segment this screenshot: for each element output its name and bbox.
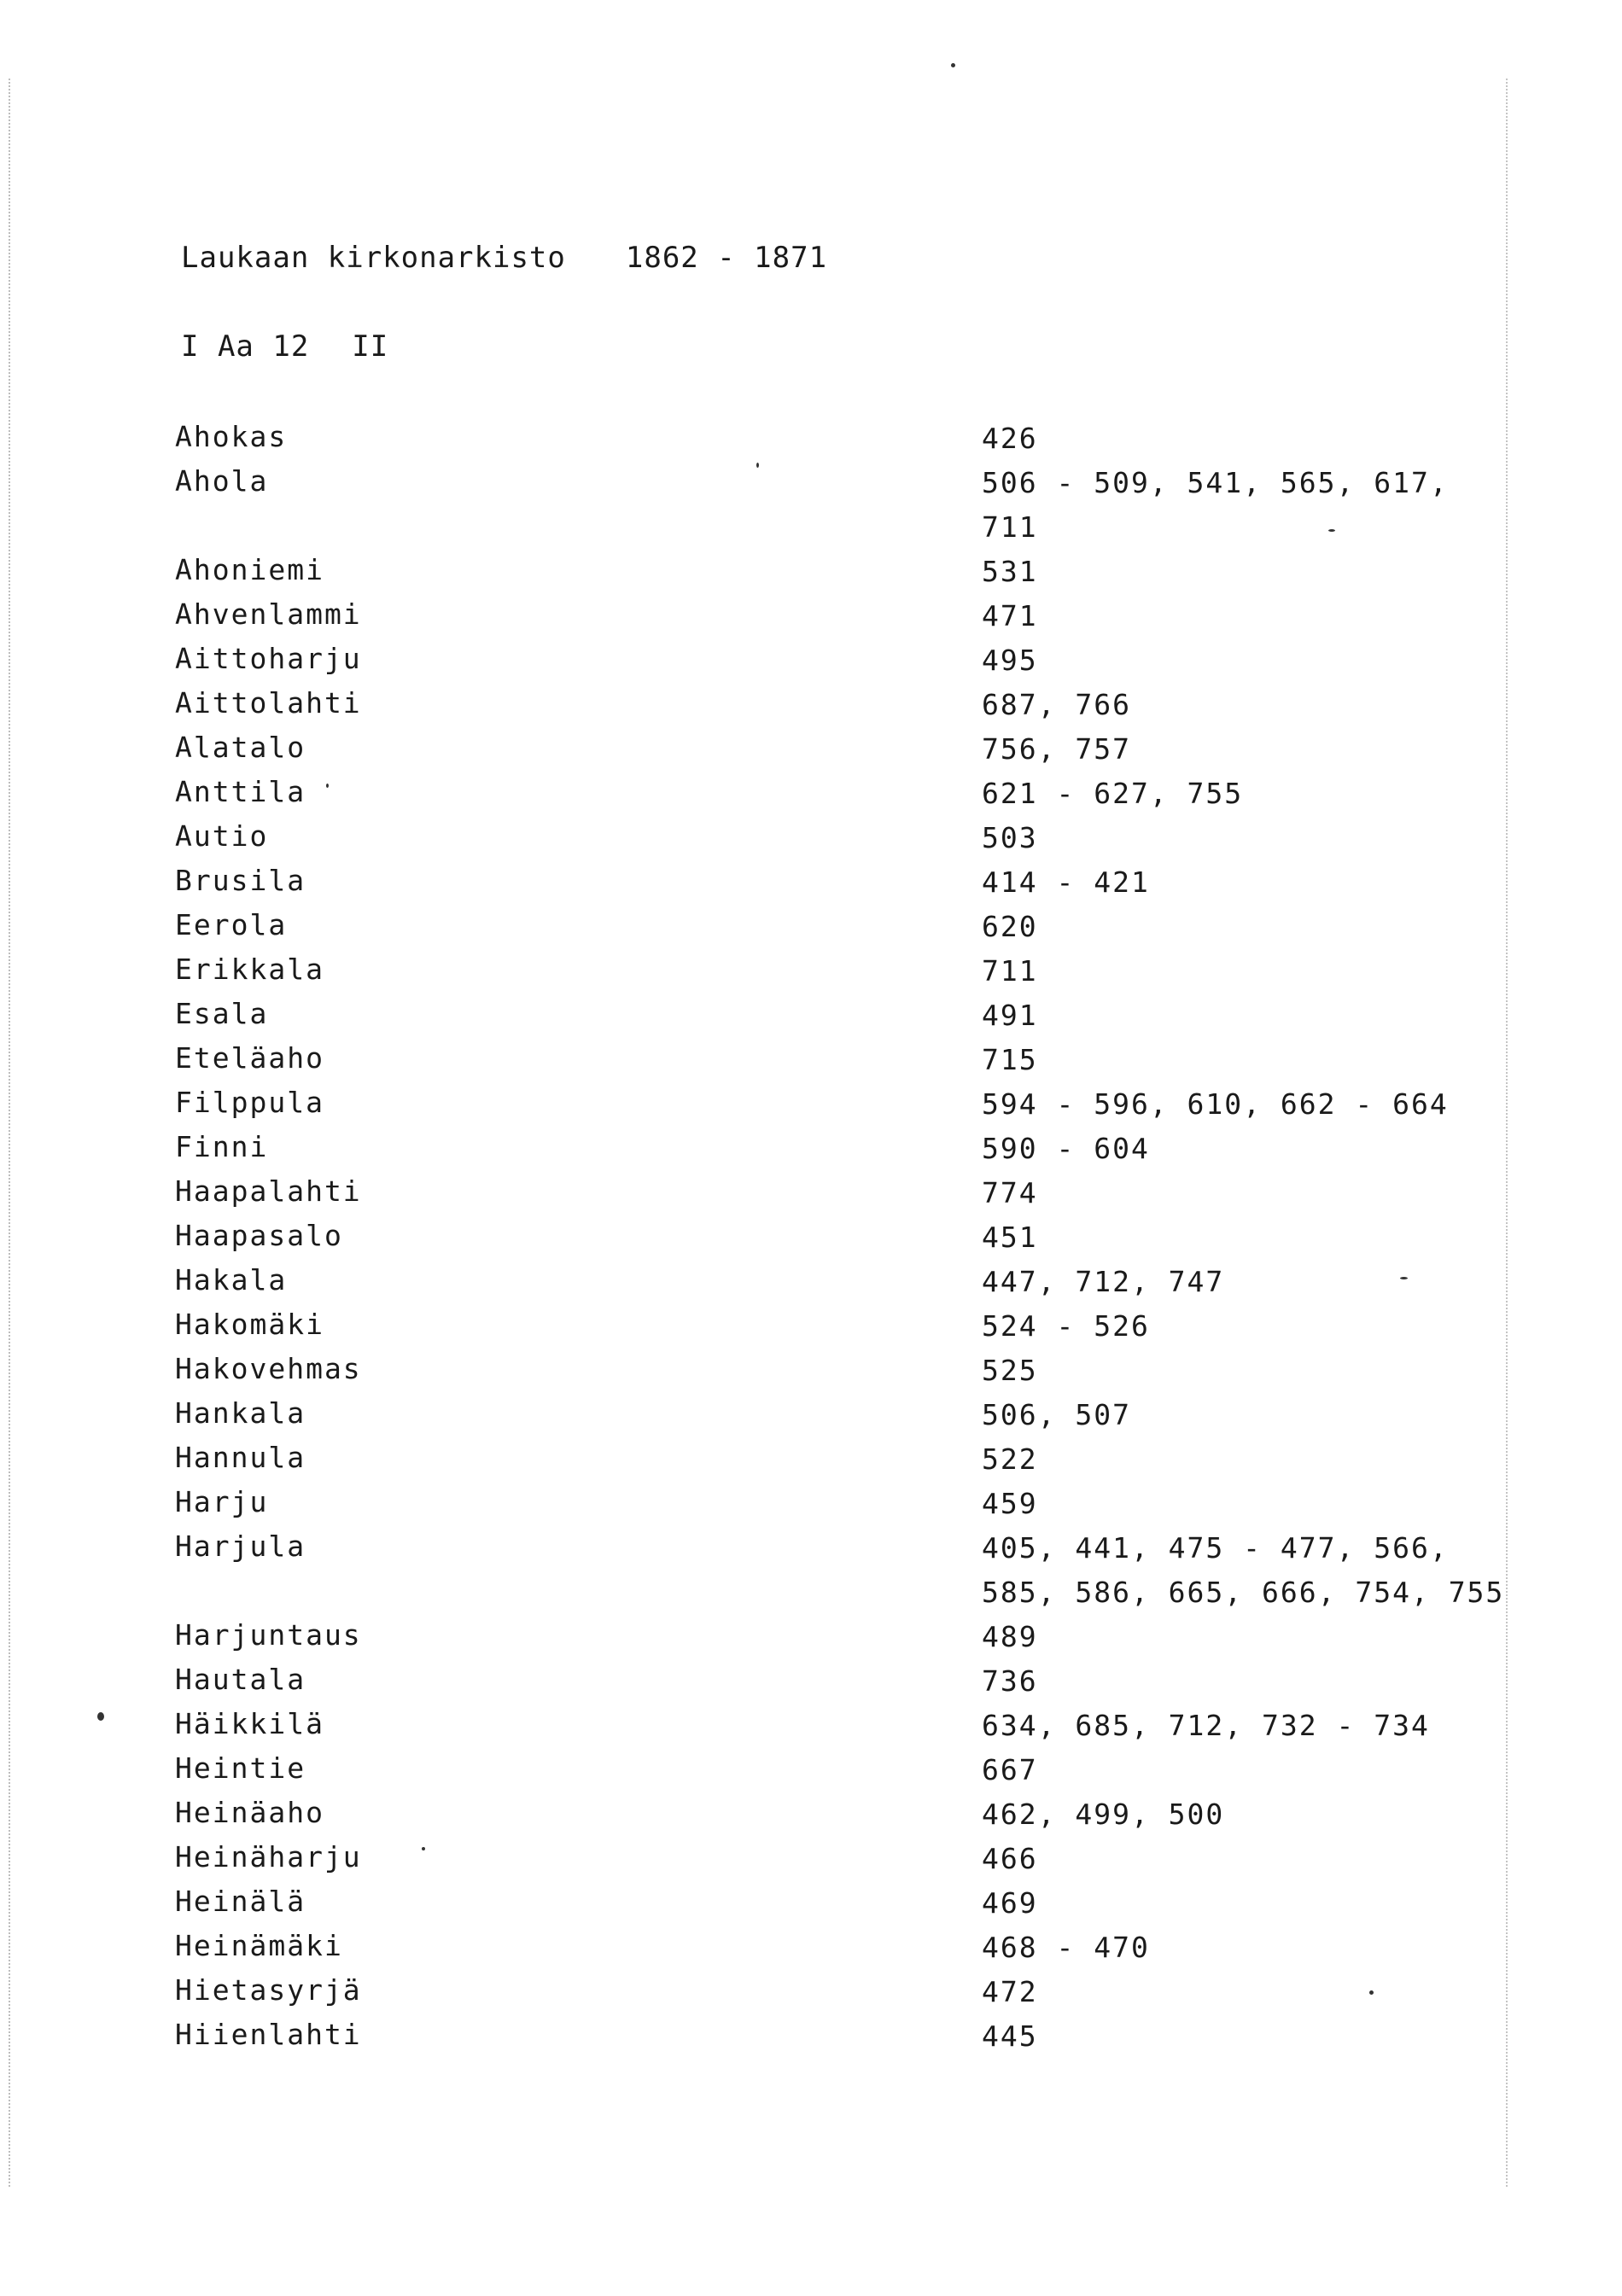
farm-name: Heinäharju: [175, 1840, 362, 1874]
farm-name: Haapasalo: [175, 1219, 343, 1252]
index-entry: [175, 1396, 1490, 1441]
page-references: 472: [982, 1975, 1038, 2008]
farm-name: Harju: [175, 1485, 269, 1518]
page-references: 489: [982, 1620, 1038, 1653]
scan-speck: [326, 784, 329, 788]
farm-name: Hannula: [175, 1441, 306, 1474]
farm-name: Hakala: [175, 1263, 288, 1297]
page-references: 590 - 604: [982, 1132, 1150, 1165]
farm-name: Hiienlahti: [175, 2018, 362, 2051]
page-references: 525: [982, 1354, 1038, 1387]
index-entry: [175, 775, 1490, 819]
farm-name: Hautala: [175, 1663, 306, 1696]
farm-name: Häikkilä: [175, 1707, 324, 1740]
page-references: 459: [982, 1487, 1038, 1520]
farm-name: Hankala: [175, 1396, 306, 1430]
farm-name: Heinälä: [175, 1885, 306, 1918]
page-references: 621 - 627, 755: [982, 777, 1244, 810]
index-entry: [175, 953, 1490, 997]
page-references: 585, 586, 665, 666, 754, 755: [982, 1576, 1505, 1609]
index-entry: [175, 819, 1490, 864]
index-entry: [175, 864, 1490, 908]
scan-speck: [1328, 529, 1335, 532]
farm-name: Aittolahti: [175, 686, 362, 720]
scan-speck: [951, 63, 955, 67]
farm-name: Autio: [175, 819, 269, 853]
farm-name: Harjuntaus: [175, 1618, 362, 1652]
scan-speck: [1400, 1277, 1408, 1279]
farm-name: Hakomäki: [175, 1308, 324, 1341]
archive-title: Laukaan kirkonarkisto: [181, 241, 566, 275]
index-entry: [175, 1086, 1490, 1130]
page-references: 736: [982, 1664, 1038, 1698]
page-references: 594 - 596, 610, 662 - 664: [982, 1087, 1449, 1121]
farm-name: Eerola: [175, 908, 288, 941]
index-entry: [175, 1352, 1490, 1396]
page-references: 451: [982, 1221, 1038, 1254]
page-references: 447, 712, 747: [982, 1265, 1225, 1298]
year-range: 1862 - 1871: [625, 241, 828, 275]
page-references: 667: [982, 1753, 1038, 1786]
index-entry: [175, 597, 1490, 642]
farm-name: Brusila: [175, 864, 306, 897]
page-references: 445: [982, 2019, 1038, 2053]
index-entry: [175, 1308, 1490, 1352]
page-references: 426: [982, 422, 1038, 455]
index-entry: [175, 1263, 1490, 1308]
scan-speck: [756, 463, 759, 468]
index-entry: [175, 1530, 1490, 1574]
page-references: 756, 757: [982, 732, 1131, 766]
scan-speck: [1369, 1990, 1374, 1995]
index-entry: [175, 1707, 1490, 1751]
farm-name: Haapalahti: [175, 1174, 362, 1208]
page-references: 468 - 470: [982, 1931, 1150, 1964]
index-entry: [175, 1174, 1490, 1219]
index-entry: [175, 1929, 1490, 1973]
page-references: 531: [982, 555, 1038, 588]
page-references: 469: [982, 1886, 1038, 1920]
document-header: [181, 241, 827, 275]
page-references: 503: [982, 821, 1038, 854]
farm-name: Ahoniemi: [175, 553, 324, 586]
farm-name: Hakovehmas: [175, 1352, 362, 1385]
volume-code: I Aa 12: [181, 329, 310, 364]
farm-name: Filppula: [175, 1086, 324, 1119]
index-entry: [175, 1130, 1490, 1174]
farm-name: Ahokas: [175, 420, 288, 453]
index-entry: [175, 731, 1490, 775]
page-references: 634, 685, 712, 732 - 734: [982, 1709, 1430, 1742]
index-entry: [175, 1885, 1490, 1929]
page-references: 620: [982, 910, 1038, 943]
farm-name: Alatalo: [175, 731, 306, 764]
index-entry: [175, 464, 1490, 509]
page-references: 466: [982, 1842, 1038, 1875]
index-entry: [175, 686, 1490, 731]
index-entry: [175, 1663, 1490, 1707]
volume-identifier: [181, 329, 388, 364]
page-references: 495: [982, 644, 1038, 677]
index-entry: [175, 1973, 1490, 2018]
page-references: 506, 507: [982, 1398, 1131, 1431]
index-entry: [175, 908, 1490, 953]
index-entry: [175, 1441, 1490, 1485]
page-references: 471: [982, 599, 1038, 632]
page-references: 774: [982, 1176, 1038, 1209]
page-references: 711: [982, 954, 1038, 988]
farm-name: Harjula: [175, 1530, 306, 1563]
page-references: 522: [982, 1442, 1038, 1476]
farm-name: Finni: [175, 1130, 269, 1163]
index-entry: [175, 1751, 1490, 1796]
index-entry: [175, 642, 1490, 686]
index-entry: [175, 1840, 1490, 1885]
farm-name: Esala: [175, 997, 269, 1030]
farm-name: Heinäaho: [175, 1796, 324, 1829]
index-entry-continuation: [175, 1574, 1505, 1618]
index-list: [175, 420, 1505, 2062]
index-entry: [175, 2018, 1490, 2062]
volume-part: II: [352, 329, 389, 364]
index-entry: [175, 420, 1490, 464]
farm-name: Ahvenlammi: [175, 597, 362, 631]
page-references: 506 - 509, 541, 565, 617,: [982, 466, 1449, 499]
index-entry: [175, 1618, 1490, 1663]
page-references: 687, 766: [982, 688, 1131, 721]
page-references: 711: [982, 510, 1038, 544]
scan-speck: [97, 1712, 104, 1721]
index-entry: [175, 1041, 1490, 1086]
farm-name: Eteläaho: [175, 1041, 324, 1075]
page-references: 715: [982, 1043, 1038, 1076]
farm-name: Erikkala: [175, 953, 324, 986]
page-references: 462, 499, 500: [982, 1798, 1225, 1831]
farm-name: Hietasyrjä: [175, 1973, 362, 2007]
index-entry: [175, 1219, 1490, 1263]
page-references: 414 - 421: [982, 865, 1150, 899]
farm-name: Heintie: [175, 1751, 306, 1785]
page-references: 405, 441, 475 - 477, 566,: [982, 1531, 1449, 1565]
farm-name: Anttila: [175, 775, 306, 808]
index-entry: [175, 1485, 1490, 1530]
index-entry: [175, 553, 1490, 597]
farm-name: Heinämäki: [175, 1929, 343, 1962]
index-entry-continuation: [175, 509, 1490, 553]
scan-speck: [422, 1847, 425, 1850]
index-entry: [175, 1796, 1490, 1840]
farm-name: Aittoharju: [175, 642, 362, 675]
farm-name: Ahola: [175, 464, 269, 498]
page-references: 491: [982, 999, 1038, 1032]
page-references: 524 - 526: [982, 1309, 1150, 1343]
index-entry: [175, 997, 1490, 1041]
